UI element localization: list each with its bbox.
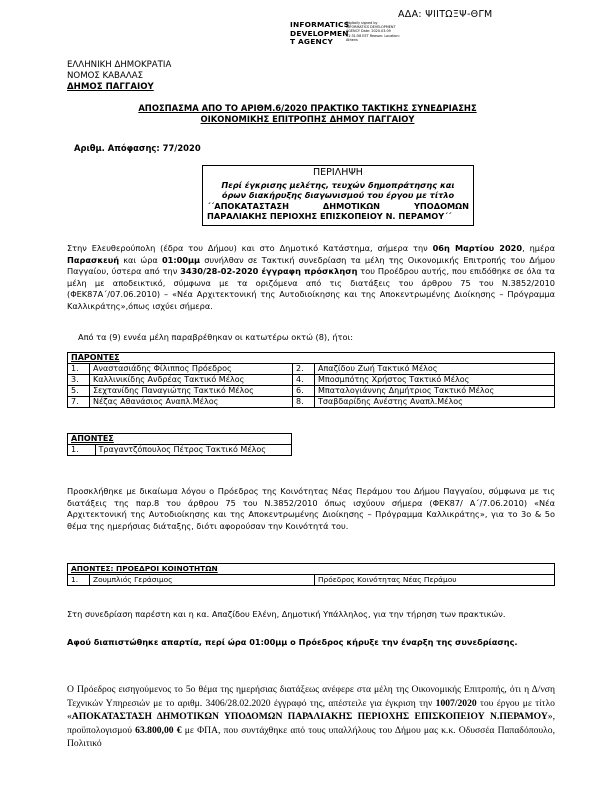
member-name: Αναστασιάδης Φίλιππος Πρόεδρος	[90, 364, 293, 375]
meeting-day: Παρασκευή	[67, 254, 120, 265]
agenda-text-e: », προϋπολογισμού	[67, 711, 555, 736]
digital-signature-text: Digitally signed by INFORMATICS DEVELOPMENT AGENCY Date: 2020.03.09 11:31:58 EET Reason: Location: Athens	[346, 21, 400, 42]
table-row	[68, 386, 555, 397]
member-num: 7.	[68, 397, 90, 408]
table-row	[68, 445, 292, 456]
member-num: 3.	[68, 375, 90, 386]
agenda-text-c: του έργου με τίτλο «	[67, 697, 555, 722]
budget-amount: 63.800,00 €	[135, 724, 182, 736]
summary-box	[202, 165, 474, 226]
absent-presidents-table	[67, 563, 555, 586]
present-heading: ΠΑΡΟΝΤΕΣ	[68, 353, 555, 364]
member-num: 1.	[68, 364, 90, 375]
member-name: Τραγαντζόπουλος Πέτρος Τακτικό Μέλος	[95, 445, 291, 456]
invitation-paragraph: Προσκλήθηκε με δικαίωμα λόγου ο Πρόεδρος της Κοινότητας Νέας Περάμου του Δήμου Παγγαίου, σύμφωνα με τις διατάξεις της παρ.8 του άρθρου 75 του Ν.3852/2010 όπως ισχύουν σήμερα (ΦΕΚ87/ Α΄/7.06.2010) «Νέα Αρχιτεκτονική της Αυτοδιοίκησης και της Αποκεντρωμένης Διοίκησης – Πρόγραμμα Καλλικράτης», για το 3ο & 5ο θέμα της ημερήσιας διάταξης, διότι αφορούσαν την Κοινότητά του.	[67, 486, 555, 531]
summary-heading: ΠΕΡΙΛΗΨΗ	[313, 167, 363, 178]
member-name: Σεχτανίδης Παναγιώτης Τακτικό Μέλος	[90, 386, 293, 397]
signature-logo	[290, 21, 349, 47]
invitation-ref: 3430/28-02-2020 έγγραφη πρόσκληση	[180, 266, 358, 276]
present-members-table	[67, 352, 555, 408]
member-name: Νέζας Αθανάσιος Αναπλ.Μέλος	[90, 397, 293, 408]
header-line-3: ΔΗΜΟΣ ΠΑΓΓΑΙΟΥ	[67, 82, 154, 92]
member-num: 6.	[293, 386, 315, 397]
title-line-1: ΑΠΟΣΠΑΣΜΑ ΑΠΟ ΤΟ ΑΡΙΘΜ.6/2020 ΠΡΑΚΤΙΚΟ ΤΑΚΤΙΚΗΣ ΣΥΝΕΔΡΙΑΣΗΣ	[138, 103, 477, 113]
header-line-1: ΕΛΛΗΝΙΚΗ ΔΗΜΟΚΡΑΤΙΑ	[67, 60, 172, 70]
absent-heading: ΑΠΟΝΤΕΣ	[68, 434, 292, 445]
attendance-count: Από τα (9) εννέα μέλη παραβρέθηκαν οι κατωτέρω οκτώ (8), ήτοι:	[78, 332, 353, 342]
decision-number: Αριθμ. Απόφασης: 77/2020	[74, 143, 201, 153]
issuer-header	[67, 60, 171, 93]
header-line-2: ΝΟΜΟΣ ΚΑΒΑΛΑΣ	[67, 71, 144, 81]
document-title	[60, 103, 555, 124]
intro-text-d: συνήλθαν σε Τακτική συνεδρίαση τα μέλη της Οικονομικής Επιτροπής του Δήμου Παγγαίου, ύστερα από την	[67, 254, 555, 276]
logo-line-2: DEVELOPMEN	[290, 28, 349, 38]
secretary-paragraph: Στη συνεδρίαση παρέστη και η κα. Απαζίδου Ελένη, Δημοτική Υπάλληλος, για την τήρηση των πρακτικών.	[67, 609, 506, 619]
meeting-date: 06η Μαρτίου 2020	[432, 243, 523, 253]
quorum-paragraph: Αφού διαπιστώθηκε απαρτία, περί ώρα 01:00μμ ο Πρόεδρος κήρυξε την έναρξη της συνεδρίασης.	[67, 637, 518, 647]
member-name: Μπαταλογιάννης Δημήτριος Τακτικό Μέλος	[315, 386, 555, 397]
intro-text-e: του Προέδρου αυτής, που επιδόθηκε σε όλα τα μέλη με αποδεικτικό, σύμφωνα με τα οριζόμενα από τις διατάξεις του άρθρου 75 του Ν.3852/2010 (ΦΕΚ87Α΄/07.06.2010) – «Νέα Αρχιτεκτονική της Αυτοδιοίκησης και της Αποκεντρωμένης Διοίκησης – Πρόγραμμα Καλλικράτης»,όπως ισχύει σήμερα.	[67, 266, 555, 311]
member-num: 1.	[68, 445, 96, 456]
member-name: Απαζίδου Ζωή Τακτικό Μέλος	[315, 364, 555, 375]
ada-code: ΑΔΑ: ΨΙΙΤΩΞΨ-ΘΓΜ	[398, 9, 493, 20]
member-name: Τσαβδαρίδης Ανέστης Αναπλ.Μέλος	[315, 397, 555, 408]
table-row	[68, 364, 555, 375]
member-num: 1.	[68, 575, 90, 586]
member-name: Μποσμπότης Χρήστος Τακτικό Μέλος	[315, 375, 555, 386]
intro-paragraph	[67, 243, 555, 312]
member-role: Πρόεδρος Κοινότητας Νέας Περάμου	[315, 575, 555, 586]
project-title: ΑΠΟΚΑΤΑΣΤΑΣΗ ΔΗΜΟΤΙΚΩΝ ΥΠΟΔΟΜΩΝ ΠΑΡΑΛΙΑΚΗΣ ΠΕΡΙΟΧΗΣ ΕΠΙΣΚΟΠΕΙΟΥ Ν.ΠΕΡΑΜΟΥ	[71, 711, 548, 722]
intro-text-a: Στην Ελευθερούπολη (έδρα του Δήμου) και στο Δημοτικό Κατάστημα, σήμερα την	[67, 243, 433, 253]
absent-members-table	[67, 433, 292, 456]
title-line-2: ΟΙΚΟΝΟΜΙΚΗΣ ΕΠΙΤΡΟΠΗΣ ΔΗΜΟΥ ΠΑΓΓΑΙΟΥ	[200, 113, 415, 124]
logo-line-1: INFORMATICS	[290, 20, 350, 29]
intro-text-b: , ημέρα	[522, 243, 556, 253]
summary-project-title: ΄΄ΑΠΟΚΑΤΑΣΤΑΣΗ ΔΗΜΟΤΙΚΩΝ ΥΠΟΔΟΜΩΝ ΠΑΡΑΛΙΑΚΗΣ ΠΕΡΙΟΧΗΣ ΕΠΙΣΚΟΠΕΙΟΥ Ν. ΠΕΡΑΜΟΥ΄΄	[207, 200, 469, 222]
agenda-paragraph	[67, 683, 555, 751]
study-number: 1007/2020	[435, 697, 477, 709]
summary-line-1: Περί έγκρισης μελέτης, τευχών δημοπράτησης και	[221, 179, 455, 190]
member-name: Ζουμπλιός Γεράσιμος	[90, 575, 315, 586]
member-num: 2.	[293, 364, 315, 375]
logo-line-3: T AGENCY	[290, 37, 334, 47]
meeting-time: 01:00μμ	[161, 254, 201, 265]
table-row	[68, 397, 555, 408]
member-num: 8.	[293, 397, 315, 408]
agenda-text-a: Ο Πρόεδρος εισηγούμενος το 5ο θέμα της ημερήσιας διατάξεως ανέφερε στα μέλη της Οικονομικής Επιτροπής, ότι η Δ/νση Τεχνικών Υπηρεσιών με το αριθμ. 3406/28.02.2020 έγγραφό της, απέστειλε για έγκριση την	[67, 684, 555, 709]
absent-presidents-heading: ΑΠΟΝΤΕΣ: ΠΡΟΕΔΡΟΙ ΚΟΙΝΟΤΗΤΩΝ	[68, 564, 555, 575]
member-num: 4.	[293, 375, 315, 386]
agenda-text-g: με ΦΠΑ, που συντάχθηκε από τους υπαλλήλους του Δήμου μας κ.κ. Οδυσσέα Παπαδόπουλο, Πολιτικό	[67, 724, 555, 749]
table-row	[68, 375, 555, 386]
summary-line-2: όρων διακήρυξης διαγωνισμού του έργου με τίτλο	[221, 190, 455, 201]
table-row	[68, 575, 555, 586]
member-num: 5.	[68, 386, 90, 397]
intro-text-c: και ώρα	[119, 254, 162, 265]
member-name: Καλλινικίδης Ανδρέας Τακτικό Μέλος	[90, 375, 293, 386]
